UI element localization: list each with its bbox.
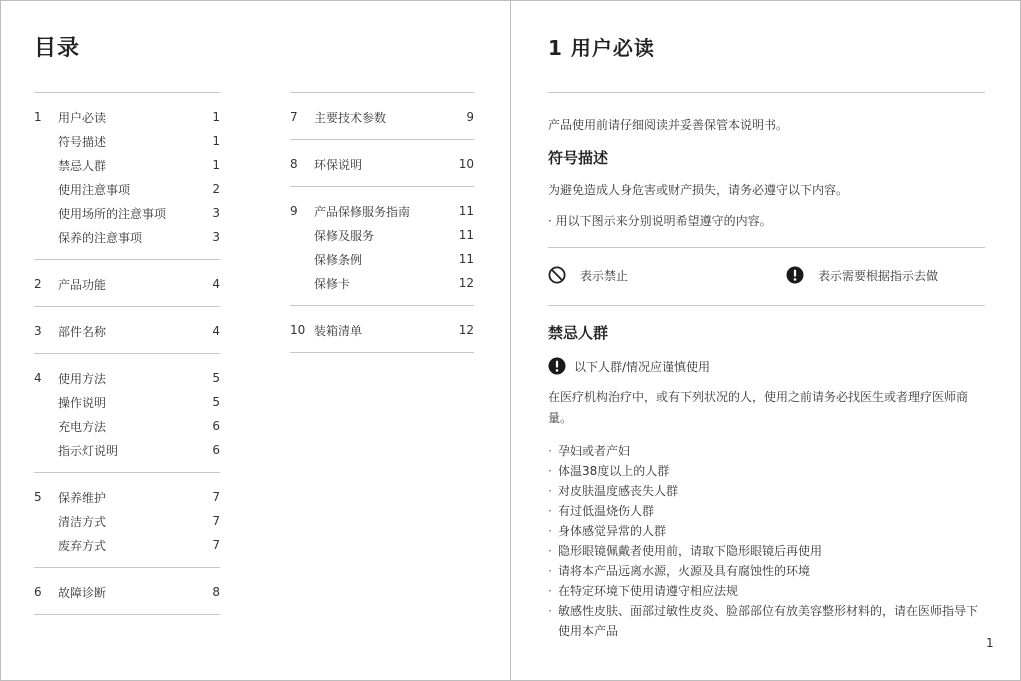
toc-entry-label: 符号描述 <box>58 134 107 149</box>
exclamation-icon <box>786 266 804 284</box>
toc-entry-label: 保养的注意事项 <box>58 230 143 245</box>
toc-group <box>34 353 220 472</box>
list-item: · 孕妇或者产妇 <box>548 441 988 461</box>
toc-entry-page: 1 <box>212 158 220 172</box>
toc-entry-page: 6 <box>212 443 220 457</box>
toc-entry-label: 用户必读 <box>58 110 107 125</box>
toc-entry[interactable] <box>290 199 474 223</box>
toc-group <box>34 472 220 567</box>
contraindications-paragraph: 在医疗机构治疗中，或有下列状况的人，使用之前请务必找医生或者理疗医师商量。 <box>548 390 969 425</box>
toc-entry[interactable] <box>34 509 220 533</box>
toc-entry-page: 5 <box>212 395 220 409</box>
toc-entry[interactable] <box>34 319 220 343</box>
contraindications-list <box>548 441 988 641</box>
toc-entry-label: 保养维护 <box>58 490 107 505</box>
divider <box>548 92 985 93</box>
toc-entry-number: 9 <box>290 204 298 218</box>
toc-entry[interactable] <box>290 318 474 342</box>
list-item: · 敏感性皮肤、面部过敏性皮炎、脸部部位有放美容整形材料的，请在医师指导下使用本产品 <box>548 601 988 641</box>
toc-entry-label: 使用注意事项 <box>58 182 131 197</box>
toc-group <box>290 92 474 139</box>
toc-entry-label: 禁忌人群 <box>58 158 107 173</box>
toc-entry-label: 废弃方式 <box>58 538 107 553</box>
toc-entry-number: 7 <box>290 110 298 124</box>
toc-column-b <box>290 92 474 353</box>
prohibit-icon <box>548 266 566 284</box>
toc-entry-page: 7 <box>212 490 220 504</box>
caution-note <box>548 357 710 375</box>
toc-entry-page: 11 <box>458 252 474 266</box>
toc-entry[interactable] <box>34 177 220 201</box>
toc-entry[interactable] <box>34 201 220 225</box>
toc-entry[interactable] <box>34 366 220 390</box>
toc-entry[interactable] <box>34 105 220 129</box>
toc-entry-page: 5 <box>212 371 220 385</box>
toc-entry[interactable] <box>34 129 220 153</box>
toc-entry[interactable] <box>290 271 474 295</box>
toc-entry-label: 装箱清单 <box>314 323 363 338</box>
toc-entry-number: 6 <box>34 585 42 599</box>
toc-entry-number: 4 <box>34 371 42 385</box>
list-item: · 请将本产品远离水源，火源及具有腐蚀性的环境 <box>548 561 988 581</box>
toc-entry-label: 保修条例 <box>314 252 363 267</box>
toc-entry-page: 12 <box>458 276 474 290</box>
toc-entry[interactable] <box>34 580 220 604</box>
divider <box>548 247 985 248</box>
divider <box>548 305 985 306</box>
toc-entry[interactable] <box>290 223 474 247</box>
toc-entry[interactable] <box>34 485 220 509</box>
toc-column-a <box>34 92 220 615</box>
intro-text: 产品使用前请仔细阅读并妥善保管本说明书。 <box>548 118 789 132</box>
toc-entry-number: 1 <box>34 110 42 124</box>
list-item: · 隐形眼镜佩戴者使用前，请取下隐形眼镜后再使用 <box>548 541 988 561</box>
toc-entry-label: 清洁方式 <box>58 514 107 529</box>
toc-group <box>34 92 220 259</box>
toc-entry-number: 8 <box>290 157 298 171</box>
toc-entry[interactable] <box>34 414 220 438</box>
contraindications-heading: 禁忌人群 <box>548 324 609 342</box>
toc-entry[interactable] <box>34 390 220 414</box>
toc-group <box>34 259 220 306</box>
toc-entry-label: 部件名称 <box>58 324 107 339</box>
toc-entry[interactable] <box>290 247 474 271</box>
toc-entry[interactable] <box>34 533 220 557</box>
toc-entry-label: 保修及服务 <box>314 228 375 243</box>
list-item: · 在特定环境下使用请遵守相应法规 <box>548 581 988 601</box>
toc-entry-page: 2 <box>212 182 220 196</box>
toc-title: 目录 <box>34 36 81 61</box>
toc-entry-label: 充电方法 <box>58 419 107 434</box>
exclamation-icon <box>548 357 566 375</box>
toc-entry-page: 3 <box>212 206 220 220</box>
list-item: · 对皮肤温度感丧失人群 <box>548 481 988 501</box>
toc-entry-page: 7 <box>212 538 220 552</box>
toc-group <box>290 139 474 186</box>
toc-entry-label: 使用场所的注意事项 <box>58 206 167 221</box>
toc-entry-page: 1 <box>212 110 220 124</box>
toc-entry-label: 产品功能 <box>58 277 107 292</box>
symbol-mandatory <box>786 266 938 284</box>
symbols-heading: 符号描述 <box>548 149 609 167</box>
toc-entry-page: 3 <box>212 230 220 244</box>
list-item: · 身体感觉异常的人群 <box>548 521 988 541</box>
toc-entry[interactable] <box>34 225 220 249</box>
toc-entry-page: 12 <box>458 323 474 337</box>
toc-entry-page: 10 <box>458 157 474 171</box>
toc-entry-label: 保修卡 <box>314 276 351 291</box>
toc-entry-page: 1 <box>212 134 220 148</box>
toc-entry-label: 指示灯说明 <box>58 443 119 458</box>
toc-entry-number: 2 <box>34 277 42 291</box>
toc-entry[interactable] <box>34 438 220 462</box>
toc-entry-number: 5 <box>34 490 42 504</box>
list-item: · 体温38度以上的人群 <box>548 461 988 481</box>
page-title: 1 用户必读 <box>548 36 655 60</box>
symbol-prohibit <box>548 266 628 284</box>
toc-entry-label: 操作说明 <box>58 395 107 410</box>
toc-entry-page: 7 <box>212 514 220 528</box>
toc-entry[interactable] <box>290 105 474 129</box>
toc-entry-page: 11 <box>458 204 474 218</box>
symbols-text-2: · 用以下图示来分别说明希望遵守的内容。 <box>548 214 772 228</box>
toc-entry-label: 产品保修服务指南 <box>314 204 411 219</box>
toc-entry-page: 11 <box>458 228 474 242</box>
toc-group <box>34 306 220 353</box>
toc-entry-page: 4 <box>212 277 220 291</box>
toc-entry-label: 主要技术参数 <box>314 110 387 125</box>
page-number: 1 <box>986 636 994 650</box>
toc-entry-number: 10 <box>290 323 306 337</box>
toc-entry-page: 4 <box>212 324 220 338</box>
toc-group <box>290 186 474 305</box>
toc-entry-page: 6 <box>212 419 220 433</box>
toc-entry[interactable] <box>34 153 220 177</box>
symbols-text-1: 为避免造成人身危害或财产损失，请务必遵守以下内容。 <box>548 183 849 197</box>
toc-entry[interactable] <box>290 152 474 176</box>
toc-entry-page: 9 <box>466 110 474 124</box>
toc-group <box>290 305 474 353</box>
list-item: · 有过低温烧伤人群 <box>548 501 988 521</box>
caution-note-text: 以下人群/情况应谨慎使用 <box>574 359 711 374</box>
toc-entry-label: 使用方法 <box>58 371 107 386</box>
toc-entry-page: 8 <box>212 585 220 599</box>
toc-entry-label: 环保说明 <box>314 157 363 172</box>
toc-entry[interactable] <box>34 272 220 296</box>
toc-group <box>34 567 220 615</box>
toc-page <box>0 0 510 681</box>
symbol-prohibit-label: 表示禁止 <box>580 268 629 283</box>
toc-entry-label: 故障诊断 <box>58 585 107 600</box>
symbol-mandatory-label: 表示需要根据指示去做 <box>818 268 939 283</box>
toc-entry-number: 3 <box>34 324 42 338</box>
content-page <box>510 0 1021 681</box>
